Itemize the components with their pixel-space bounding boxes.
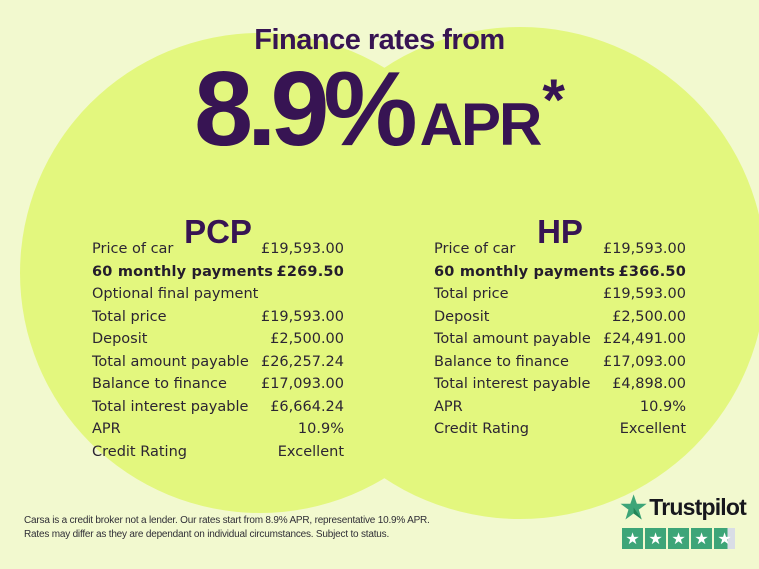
hero-title: Finance rates from [254, 24, 505, 56]
table-row [434, 261, 686, 284]
table-row [92, 396, 344, 419]
hero-rate-value: 8.9% [194, 50, 412, 168]
row-value: £2,500.00 [270, 331, 344, 348]
row-label: Price of car [92, 241, 174, 258]
trustpilot-star-box [622, 528, 643, 549]
row-label: Optional final payment [92, 286, 259, 303]
hp-section-title: HP [537, 213, 583, 251]
hero-rate-line [0, 50, 759, 168]
table-row [92, 441, 344, 464]
asterisk-icon: * [542, 68, 565, 133]
row-value: £19,593.00 [602, 241, 686, 258]
table-row [92, 283, 344, 306]
row-label: 60 monthly payments [92, 263, 274, 280]
trustpilot-widget [620, 492, 746, 549]
star-icon: ★ [717, 528, 732, 548]
table-row [434, 418, 686, 441]
row-value: £269.50 [276, 263, 344, 280]
table-row [92, 418, 344, 441]
row-value: £17,093.00 [260, 376, 344, 393]
star-icon: ★ [648, 528, 663, 548]
table-row [92, 306, 344, 329]
row-label: Total amount payable [434, 331, 591, 348]
row-value: £26,257.24 [260, 353, 344, 370]
disclaimer-line-1: Carsa is a credit broker not a lender. Our rates start from 8.9% APR, representative 10.9% APR. [24, 515, 430, 526]
table-row [92, 328, 344, 351]
pcp-section-title: PCP [184, 213, 252, 251]
pcp-table [92, 238, 344, 463]
hp-table [434, 238, 686, 441]
row-label: 60 monthly payments [434, 263, 616, 280]
table-row [434, 283, 686, 306]
row-label: Total price [92, 308, 167, 325]
row-value: Excellent [277, 443, 344, 460]
row-label: APR [434, 398, 463, 415]
trustpilot-brand-name: Trustpilot [649, 494, 746, 520]
row-label: Total price [434, 286, 509, 303]
table-row [434, 351, 686, 374]
trustpilot-star-box [691, 528, 712, 549]
table-row [434, 306, 686, 329]
disclaimer-line-2: Rates may differ as they are dependant on individual circumstances. Subject to status. [24, 528, 390, 540]
trustpilot-rating-stars [622, 528, 746, 549]
table-row [434, 238, 686, 261]
row-value: £6,664.24 [270, 398, 344, 415]
row-value: £17,093.00 [602, 353, 686, 370]
row-value: £19,593.00 [260, 241, 344, 258]
row-label: Balance to finance [92, 376, 227, 393]
hero-rate-unit: APR [419, 91, 541, 158]
row-label: Deposit [92, 331, 148, 348]
table-row [434, 396, 686, 419]
table-row [434, 328, 686, 351]
row-value: Excellent [619, 421, 686, 438]
star-icon: ★ [671, 528, 686, 548]
trustpilot-star-box [714, 528, 735, 549]
trustpilot-star-box [668, 528, 689, 549]
row-value: £24,491.00 [602, 331, 686, 348]
row-value: 10.9% [297, 421, 344, 438]
row-label: Balance to finance [434, 353, 569, 370]
trustpilot-star-icon [620, 492, 647, 523]
table-row [92, 351, 344, 374]
trustpilot-star-box [645, 528, 666, 549]
row-value: £366.50 [618, 263, 686, 280]
table-row [434, 373, 686, 396]
row-label: Credit Rating [434, 421, 529, 438]
row-value: £19,593.00 [602, 286, 686, 303]
row-label: APR [92, 421, 121, 438]
disclaimer-text [24, 514, 444, 541]
table-row [92, 373, 344, 396]
row-label: Price of car [434, 241, 516, 258]
row-label: Total amount payable [92, 353, 249, 370]
row-value: £19,593.00 [260, 308, 344, 325]
row-value: £4,898.00 [612, 376, 686, 393]
row-label: Credit Rating [92, 443, 187, 460]
star-icon: ★ [625, 528, 640, 548]
row-value: 10.9% [639, 398, 686, 415]
row-value: £2,500.00 [612, 308, 686, 325]
row-label: Total interest payable [434, 376, 591, 393]
row-label: Total interest payable [92, 398, 249, 415]
table-row [92, 238, 344, 261]
row-label: Deposit [434, 308, 490, 325]
table-row [92, 261, 344, 284]
star-icon: ★ [694, 528, 709, 548]
trustpilot-logo [620, 492, 746, 523]
